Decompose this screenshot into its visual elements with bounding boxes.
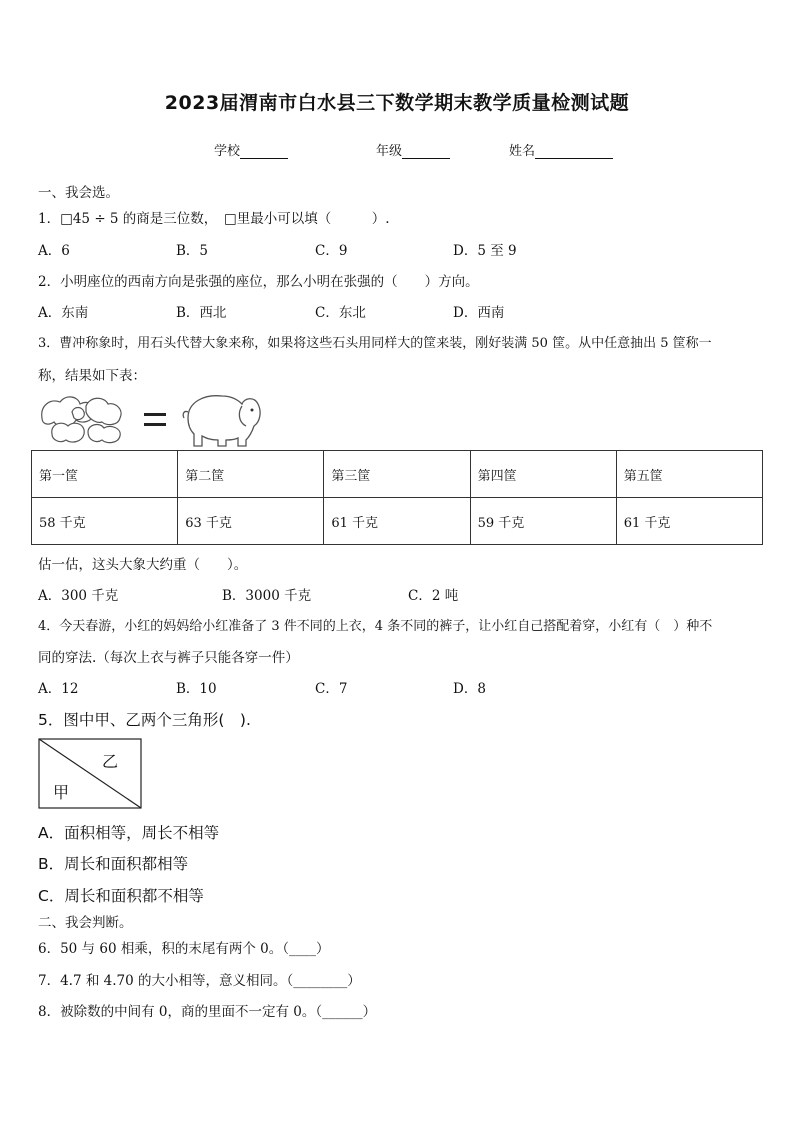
question-stem: 7．4.7 和 4.70 的大小相等，意义相同。（________） (38, 973, 361, 989)
question-stem: 4．今天春游，小红的妈妈给小红准备了 3 件不同的上衣，4 条不同的裤子，让小红自己搭配着穿，小红有（ ）种不 (38, 619, 713, 634)
option-c[interactable]: C．2 吨 (408, 588, 459, 604)
label-jia: 甲 (53, 783, 70, 802)
option-b[interactable]: B．周长和面积都相等 (38, 855, 189, 873)
option-b[interactable]: B．3000 千克 (222, 588, 312, 604)
grade-blank[interactable] (402, 144, 450, 159)
question-stem-cont: 同的穿法.（每次上衣与裤子只能各穿一件） (38, 650, 299, 666)
equals-sign-icon (142, 410, 168, 430)
question-stem: 1．□45 ÷ 5 的商是三位数， □里最小可以填（ ）. (38, 211, 390, 227)
question-stem: 3．曹冲称象时，用石头代替大象来称，如果将这些石头用同样大的筐来装，刚好装满 50 筐。从中任意抽出 5 筐称一 (38, 336, 712, 351)
grade-field (376, 140, 450, 159)
name-field (509, 140, 613, 159)
label-yi: 乙 (102, 752, 119, 771)
school-label: 学校 (214, 144, 241, 159)
option-b[interactable]: B．10 (176, 681, 217, 697)
option-d[interactable]: D．5 至 9 (453, 243, 517, 259)
option-c[interactable]: C．周长和面积都不相等 (38, 887, 204, 905)
name-blank[interactable] (535, 144, 613, 159)
section-heading: 一、我会选。 (38, 185, 119, 201)
option-a[interactable]: A．东南 (38, 305, 89, 321)
option-a[interactable]: A．300 千克 (38, 588, 119, 604)
table-header-cell: 第四筐 (470, 451, 616, 498)
elephant-icon (180, 388, 266, 448)
option-b[interactable]: B．5 (176, 243, 209, 259)
table-cell: 59 千克 (470, 498, 616, 545)
table-cell: 61 千克 (616, 498, 762, 545)
table-header-row (32, 451, 763, 498)
table-row (32, 498, 763, 545)
table-cell: 63 千克 (178, 498, 324, 545)
option-a[interactable]: A．6 (38, 243, 70, 259)
option-a[interactable]: A．12 (38, 681, 79, 697)
option-a[interactable]: A．面积相等，周长不相等 (38, 824, 220, 842)
question-stem: 2．小明座位的西南方向是张强的座位，那么小明在张强的（ ）方向。 (38, 274, 479, 290)
table-cell: 61 千克 (324, 498, 470, 545)
school-blank[interactable] (240, 144, 288, 159)
option-d[interactable]: D．西南 (453, 305, 505, 321)
option-c[interactable]: C．9 (315, 243, 348, 259)
table-header-cell: 第五筐 (616, 451, 762, 498)
option-d[interactable]: D．8 (453, 681, 486, 697)
school-field (214, 140, 288, 159)
question-stem: 6．50 与 60 相乘，积的末尾有两个 0。（____） (38, 941, 330, 957)
option-b[interactable]: B．西北 (176, 305, 227, 321)
table-cell: 58 千克 (32, 498, 178, 545)
name-label: 姓名 (509, 144, 536, 159)
question-stem-cont: 称，结果如下表： (38, 368, 146, 384)
page-title: 2023届渭南市白水县三下数学期末教学质量检测试题 (164, 92, 630, 114)
option-c[interactable]: C．东北 (315, 305, 366, 321)
question-text: 估一估，这头大象大约重（ ）。 (38, 557, 248, 573)
option-c[interactable]: C．7 (315, 681, 348, 697)
table-header-cell: 第三筐 (324, 451, 470, 498)
section-heading: 二、我会判断。 (38, 915, 133, 931)
question-stem: 5．图中甲、乙两个三角形( ). (38, 711, 251, 729)
question-stem: 8．被除数的中间有 0，商的里面不一定有 0。（______） (38, 1004, 377, 1020)
table-header-cell: 第一筐 (32, 451, 178, 498)
grade-label: 年级 (376, 144, 403, 159)
weights-table (31, 450, 763, 545)
table-header-cell: 第二筐 (178, 451, 324, 498)
stones-icon (38, 388, 128, 448)
